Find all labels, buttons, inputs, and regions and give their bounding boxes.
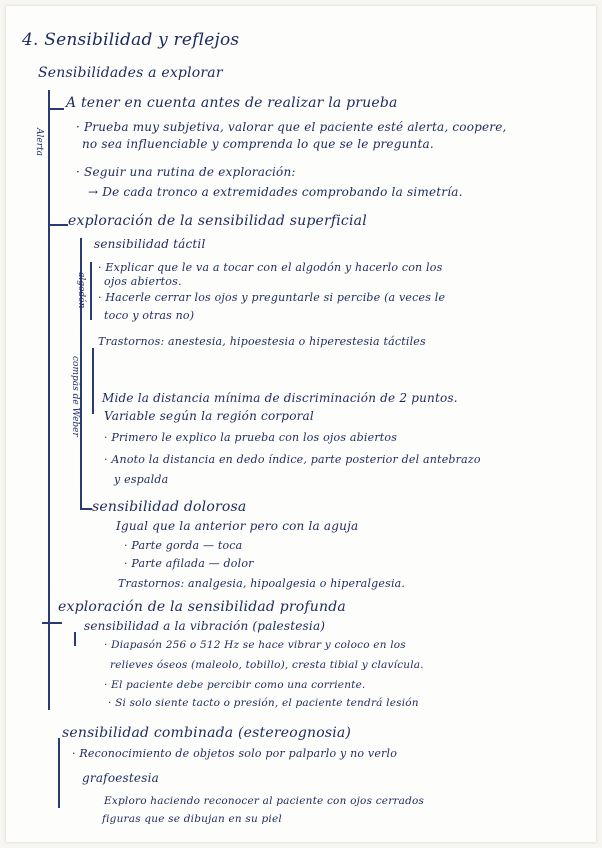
- text-line: · Primero le explico la prueba con los ojos abiertos: [104, 431, 398, 444]
- text-line: Exploro haciendo reconocer al paciente con ojos cerrados: [104, 795, 425, 807]
- text-line: Mide la distancia mínima de discriminación de 2 puntos.: [102, 391, 458, 405]
- subheading: A tener en cuenta antes de realizar la prueba: [66, 95, 398, 111]
- bracket-sub: [92, 348, 94, 414]
- margin-label: compás de Weber: [70, 356, 80, 437]
- bracket-tick: [48, 108, 64, 110]
- text-line: Variable según la región corporal: [104, 409, 314, 423]
- text-line: · Seguir una rutina de exploración:: [76, 165, 296, 179]
- text-line: · Parte gorda — toca: [124, 539, 243, 552]
- bracket-tick: [80, 508, 92, 510]
- heading: Sensibilidades a explorar: [38, 65, 223, 81]
- text-line: Trastornos: analgesia, hipoalgesia o hiperalgesia.: [118, 577, 406, 590]
- text-line: toco y otras no): [104, 309, 195, 322]
- text-line: Trastornos: anestesia, hipoestesia o hiperestesia táctiles: [98, 335, 426, 348]
- subheading: sensibilidad combinada (estereognosia): [62, 725, 352, 741]
- text-line: y espalda: [114, 473, 169, 486]
- text-line: · Anoto la distancia en dedo índice, parte posterior del antebrazo: [104, 453, 481, 466]
- text-line: · Hacerle cerrar los ojos y preguntarle si percibe (a veces le: [98, 291, 446, 304]
- bracket-sub: [74, 632, 76, 646]
- text-line: · Parte afilada — dolor: [124, 557, 254, 570]
- text-line: no sea influenciable y comprenda lo que se le pregunta.: [82, 137, 434, 151]
- text-line: ojos abiertos.: [104, 275, 182, 288]
- subheading: exploración de la sensibilidad superficial: [68, 213, 367, 229]
- bracket-tick: [42, 622, 62, 624]
- bracket-sub: [90, 262, 92, 320]
- margin-label: Alerta: [34, 128, 44, 156]
- subheading: sensibilidad dolorosa: [92, 499, 247, 515]
- text-line: · Si solo siente tacto o presión, el paciente tendrá lesión: [108, 697, 419, 709]
- subheading: sensibilidad táctil: [94, 237, 206, 251]
- bracket-main: [48, 90, 50, 710]
- text-line: · Diapasón 256 o 512 Hz se hace vibrar y coloco en los: [104, 639, 406, 651]
- bracket-tick: [48, 224, 68, 226]
- section-title: 4. Sensibilidad y reflejos: [22, 30, 240, 50]
- text-line: Igual que la anterior pero con la aguja: [116, 519, 359, 533]
- margin-label: algodón: [76, 272, 86, 309]
- text-line: · El paciente debe percibir como una corriente.: [104, 679, 366, 691]
- text-line: · Reconocimiento de objetos solo por palparlo y no verlo: [72, 747, 398, 760]
- bracket-sub: [58, 738, 60, 808]
- subheading: grafoestesia: [82, 771, 159, 785]
- text-line: relieves óseos (maleolo, tobillo), cresta tibial y clavícula.: [110, 659, 424, 671]
- text-line: · Prueba muy subjetiva, valorar que el paciente esté alerta, coopere,: [76, 120, 507, 134]
- text-line: → De cada tronco a extremidades comprobando la simetría.: [88, 185, 463, 199]
- subheading: sensibilidad a la vibración (palestesia): [84, 619, 326, 633]
- text-line: · Explicar que le va a tocar con el algodón y hacerlo con los: [98, 261, 443, 274]
- subheading: exploración de la sensibilidad profunda: [58, 599, 346, 615]
- text-line: figuras que se dibujan en su piel: [102, 813, 282, 825]
